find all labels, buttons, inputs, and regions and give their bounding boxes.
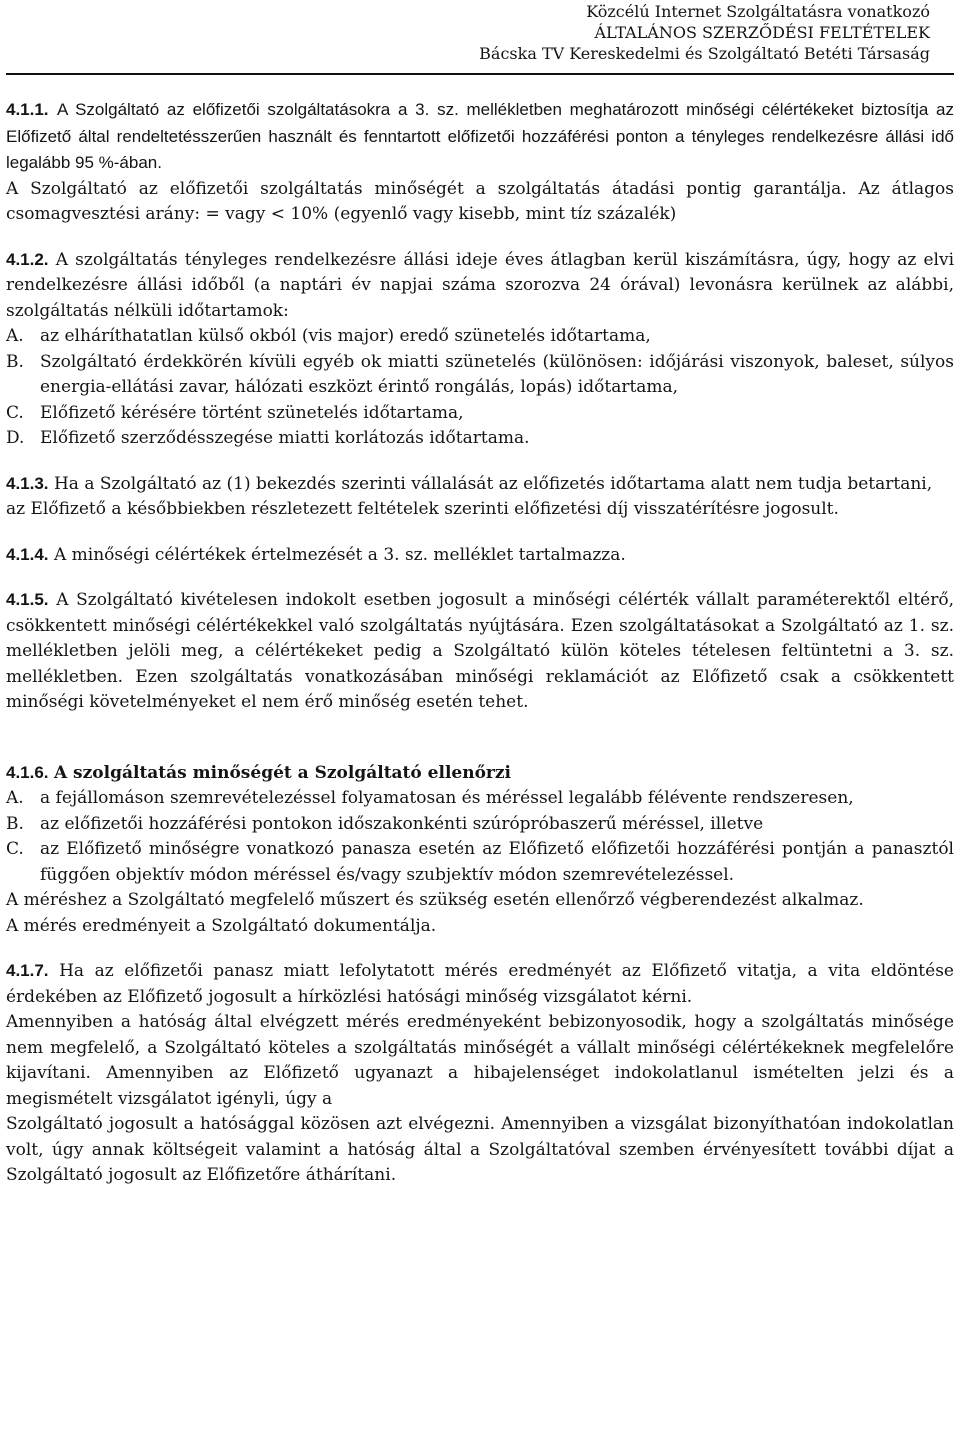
section-title: A szolgáltatás minőségét a Szolgáltató ellenőrzi [53, 762, 511, 783]
section-number: 4.1.7. [6, 961, 49, 980]
section-4-1-6-paragraph-1: A méréshez a Szolgáltató megfelelő műszert és szükség esetén ellenőrző végberendezést alkalmaz. [6, 890, 864, 910]
list-letter: A. [6, 788, 24, 808]
list-text: Szolgáltató érdekkörén kívüli egyéb ok miatti szünetelés (különösen: időjárási viszonyok, baleset, súlyos energia-ellátási zavar, hálózati eszközt érintő rongálás, lopás) időtartama, [40, 351, 954, 397]
list-item [6, 324, 954, 350]
list-item [6, 401, 954, 427]
section-number: 4.1.1. [6, 100, 49, 119]
document-body [6, 97, 954, 1189]
list-text: Előfizető szerződésszegése miatti korlátozás időtartama. [40, 428, 530, 448]
list-letter: C. [6, 839, 24, 859]
header-line-1: Közcélú Internet Szolgáltatásra vonatkozó [586, 2, 930, 21]
section-4-1-1 [6, 97, 954, 177]
section-4-1-7-paragraph-3: Szolgáltató jogosult a hatósággal közösen azt elvégezni. Amennyiben a vizsgálat bizonyíthatóan indokolatlan volt, úgy annak költségeit valamint a hatóság által a Szolgáltatóval szemben érvényesített további díjat a Szolgáltató jogosult az Előfizetőre áthárítani. [6, 1114, 954, 1185]
section-4-1-1-paragraph-2: A Szolgáltató az előfizetői szolgáltatás minőségét a szolgáltatás átadási pontig garantálja. Az átlagos csomagvesztési arány: = vagy < 10% (egyenlő vagy kisebb, mint tíz százalék) [6, 178, 954, 224]
header-line-2: ÁLTALÁNOS SZERZŐDÉSI FELTÉTELEK [594, 23, 930, 42]
section-4-1-6-paragraph-2: A mérés eredményeit a Szolgáltató dokumentálja. [6, 915, 437, 936]
list-letter: D. [6, 428, 25, 448]
section-number: 4.1.2. [6, 249, 49, 269]
list-letter: B. [6, 351, 24, 372]
section-4-1-2 [6, 247, 954, 325]
section-text: A minőségi célértékek értelmezését a 3. sz. melléklet tartalmazza. [53, 544, 626, 565]
list-text: a fejállomáson szemrevételezéssel folyamatosan és méréssel legalább félévente rendszeresen, [40, 788, 854, 808]
list-item [6, 837, 954, 888]
section-4-1-6 [6, 760, 954, 787]
list-letter: B. [6, 813, 24, 834]
section-text: A Szolgáltató kivételesen indokolt esetben jogosult a minőségi célérték vállalt paraméterektől eltérő, csökkentett minőségi célértékekkel való szolgáltatás nyújtására. Ezen szolgáltatásokat a Szolgáltató az 1. sz. mellékletben jelöli meg, a célértékeket pedig a Szolgáltató külön köteles tételesen feltüntetni a 3. sz. mellékletben. Ezen szolgáltatás vonatkozásában minőségi reklamációt az Előfizető csak a csökkentett minőségi követelményeket el nem érő minőség esetén tehet. [6, 590, 955, 712]
section-4-1-5 [6, 587, 954, 716]
header-divider [6, 73, 954, 75]
section-number: 4.1.5. [6, 590, 49, 609]
section-text: A szolgáltatás tényleges rendelkezésre állási ideje éves átlagban kerül kiszámításra, úgy, hogy az elvi rendelkezésre állási időből (a naptári év napjai száma szorozva 24 órával) levonásra kerülnek az alábbi, szolgáltatás nélküli időtartamok: [6, 249, 955, 321]
list-item [6, 786, 954, 812]
section-number: 4.1.4. [6, 544, 49, 564]
list-text: az Előfizető minőségre vonatkozó panasza esetén az Előfizető előfizetői hozzáférési pontján a panasztól függően objektív módon méréssel és/vagy szubjektív módon szemrevételezéssel. [40, 839, 954, 885]
list-item [6, 426, 954, 452]
list-letter: C. [6, 402, 24, 423]
section-4-1-3 [6, 471, 954, 523]
header-line-3: Bácska TV Kereskedelmi és Szolgáltató Betéti Társaság [479, 44, 930, 63]
section-4-1-7 [6, 958, 954, 1010]
section-number: 4.1.6. [6, 762, 49, 782]
list-4-1-2 [6, 324, 954, 452]
section-4-1-4 [6, 542, 954, 569]
list-item [6, 350, 954, 401]
section-number: 4.1.3. [6, 473, 49, 493]
list-letter: A. [6, 326, 24, 346]
page-header [6, 0, 954, 64]
list-4-1-6 [6, 786, 954, 888]
section-text: Ha az előfizetői panasz miatt lefolytatott mérés eredményét az Előfizető vitatja, a vita eldöntése érdekében az Előfizető jogosult a hírközlési hatósági minőség vizsgálatot kérni. [6, 961, 954, 1007]
list-item [6, 812, 954, 838]
list-text: az elháríthatatlan külső okból (vis major) eredő szünetelés időtartama, [40, 326, 651, 346]
section-4-1-7-paragraph-2: Amennyiben a hatóság által elvégzett mérés eredményeként bebizonyosodik, hogy a szolgáltatás minősége nem megfelelő, a Szolgáltató köteles a szolgáltatás minőségét a vállalt minőségi célértékeknek megfelelőre kijavítani. Amennyiben az Előfizető ugyanazt a hibajelenséget indokolatlanul ismételten jelzi és a megismételt vizsgálatot igényli, úgy a [6, 1012, 954, 1109]
list-text: az előfizetői hozzáférési pontokon időszakonkénti szúrópróbaszerű méréssel, illetve [40, 813, 764, 834]
section-text: Ha a Szolgáltató az (1) bekezdés szerinti vállalását az előfizetés időtartama alatt nem tudja betartani, az Előfizető a későbbiekben részletezett feltételek szerinti előfizetési díj visszatérítésre jogosult. [6, 473, 933, 519]
list-text: Előfizető kérésére történt szünetelés időtartama, [40, 402, 464, 423]
section-text: A Szolgáltató az előfizetői szolgáltatásokra a 3. sz. mellékletben meghatározott minőségi célértékeket biztosítja az Előfizető által rendeltetésszerűen használt és fenntartott előfizetői hozzáférési ponton a tényleges rendelkezésre állási idő legalább 95 %-ában. [6, 100, 954, 172]
